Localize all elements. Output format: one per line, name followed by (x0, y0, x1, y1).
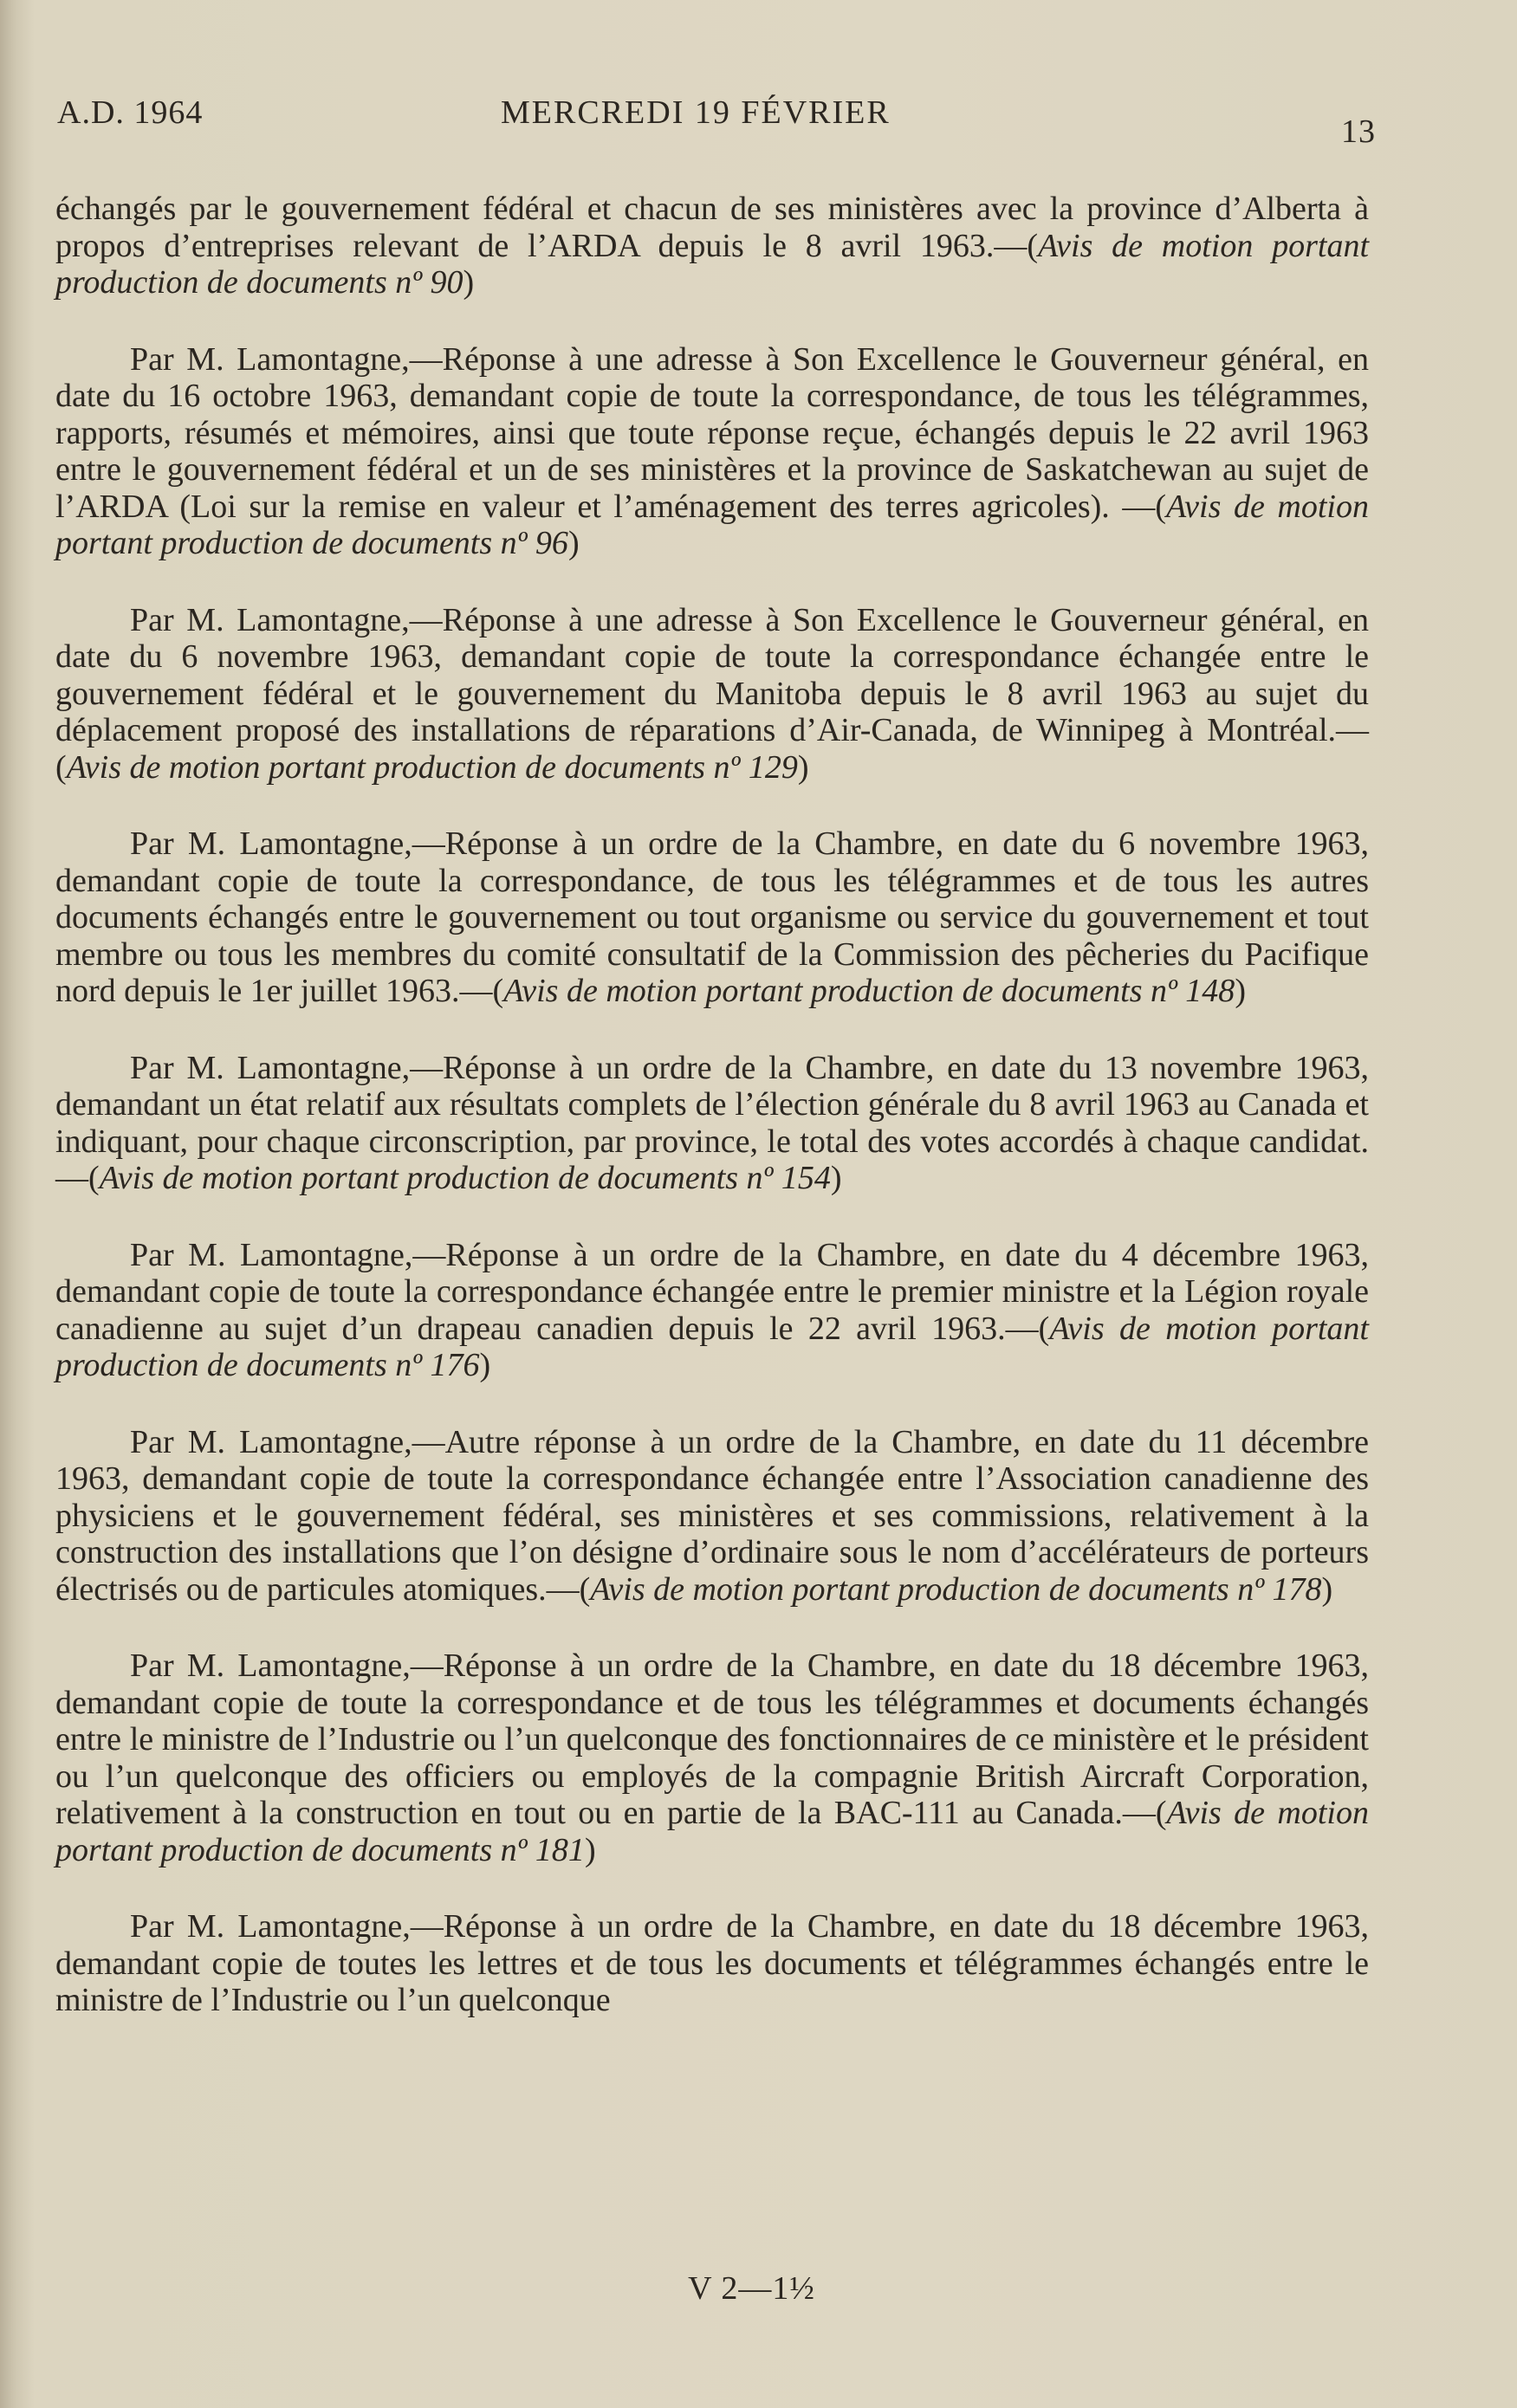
paragraph-9: Par M. Lamontagne,—Réponse à un ordre de la Chambre, en date du 18 décembre 1963, demandant copie de toutes les lettres et de tous les documents et télégrammes échangés entre le ministre de l’Industrie ou l’un quelconque (55, 1908, 1369, 2018)
running-header (57, 94, 1378, 150)
paragraph-2: Par M. Lamontagne,—Réponse à une adresse à Son Excellence le Gouverneur général, en date du 16 octobre 1963, demandant copie de toute la correspondance, de tous les télégrammes, rapports, résumés et mémoires, ainsi que toute réponse reçue, échangés depuis le 22 avril 1963 entre le gouvernement fédéral et un de ses ministères et la province de Saskatchewan au sujet de l’ARDA (Loi sur la remise en valeur et l’aménagement des terres agricoles). —(Avis de motion portant production de documents nº 96) (55, 340, 1369, 561)
body-text (55, 191, 1369, 2059)
header-year: A.D. 1964 (57, 94, 204, 131)
header-date: MERCREDI 19 FÉVRIER (501, 94, 891, 131)
paragraph-3: Par M. Lamontagne,—Réponse à une adresse à Son Excellence le Gouverneur général, en date du 6 novembre 1963, demandant copie de toute la correspondance échangée entre le gouvernement fédéral et le gouvernement du Manitoba depuis le 8 avril 1963 au sujet du déplacement proposé des installations de réparations d’Air-Canada, de Winnipeg à Montréal.—(Avis de motion portant production de documents nº 129) (55, 601, 1369, 786)
paragraph-6: Par M. Lamontagne,—Réponse à un ordre de la Chambre, en date du 4 décembre 1963, demandant copie de toute la correspondance échangée entre le premier ministre et la Légion royale canadienne au sujet d’un drapeau canadien depuis le 22 avril 1963.—(Avis de motion portant production de documents nº 176) (55, 1236, 1369, 1383)
paragraph-7: Par M. Lamontagne,—Autre réponse à un ordre de la Chambre, en date du 11 décembre 1963, demandant copie de toute la correspondance échangée entre l’Association canadienne des physiciens et le gouvernement fédéral, ses ministères et ses commissions, relativement à la construction des installations que l’on désigne d’ordinaire sous le nom d’accélérateurs de porteurs électrisés ou de particules atomiques.—(Avis de motion portant production de documents nº 178) (55, 1423, 1369, 1608)
paragraph-1: échangés par le gouvernement fédéral et chacun de ses ministères avec la province d’Alberta à propos d’entreprises relevant de l’ARDA depuis le 8 avril 1963.—(Avis de motion portant production de documents nº 90) (55, 191, 1369, 301)
page-number: 13 (1341, 113, 1376, 150)
signature-mark: V 2—1½ (688, 2270, 815, 2307)
paragraph-5: Par M. Lamontagne,—Réponse à un ordre de la Chambre, en date du 13 novembre 1963, demandant un état relatif aux résultats complets de l’élection générale du 8 avril 1963 au Canada et indiquant, pour chaque circonscription, par province, le total des votes accordés à chaque candidat.—(Avis de motion portant production de documents nº 154) (55, 1049, 1369, 1196)
paragraph-8: Par M. Lamontagne,—Réponse à un ordre de la Chambre, en date du 18 décembre 1963, demandant copie de toute la correspondance et de tous les télégrammes et documents échangés entre le ministre de l’Industrie ou l’un quelconque des fonctionnaires de ce ministère et le président ou l’un quelconque des officiers ou employés de la compagnie British Aircraft Corporation, relativement à la construction en tout ou en partie de la BAC-111 au Canada.—(Avis de motion portant production de documents nº 181) (55, 1647, 1369, 1868)
paragraph-4: Par M. Lamontagne,—Réponse à un ordre de la Chambre, en date du 6 novembre 1963, demandant copie de toute la correspondance, de tous les télégrammes et de tous les autres documents échangés entre le gouvernement ou tout organisme ou service du gouvernement et tout membre ou tous les membres du comité consultatif de la Commission des pêcheries du Pacifique nord depuis le 1er juillet 1963.—(Avis de motion portant production de documents nº 148) (55, 825, 1369, 1009)
